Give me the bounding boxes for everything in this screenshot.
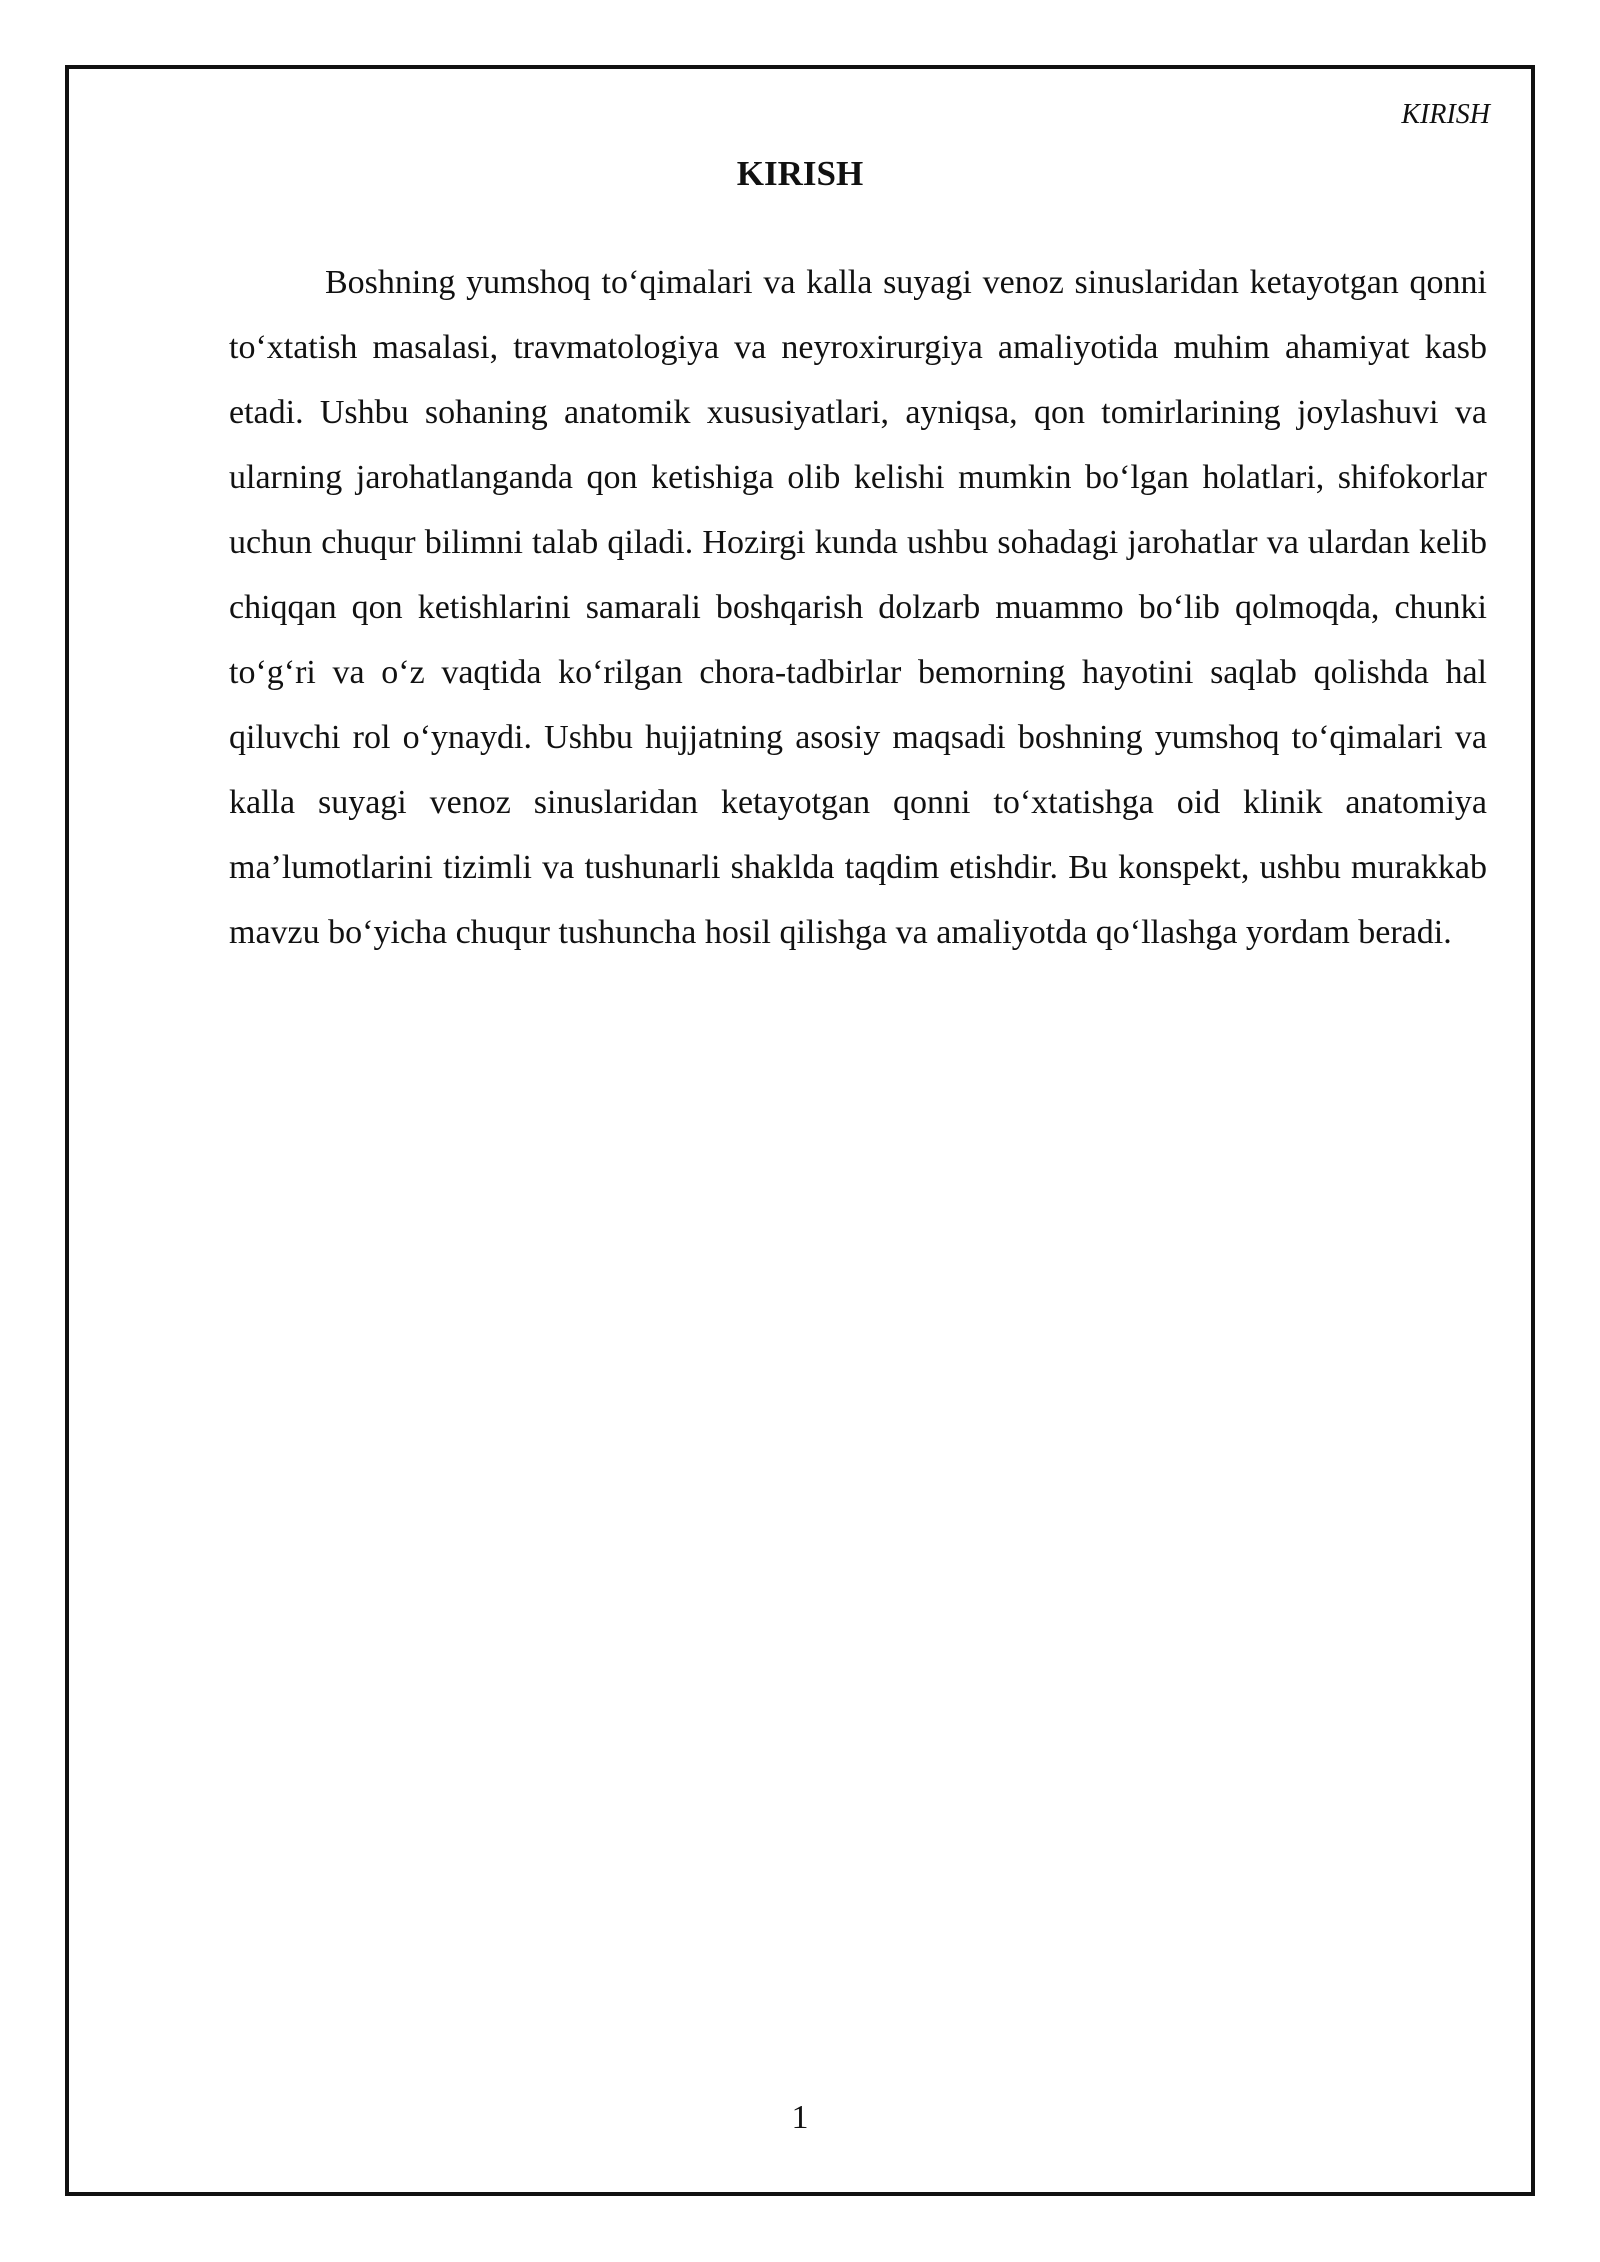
intro-paragraph: Boshning yumshoq to‘qimalari va kalla suyagi venoz sinuslaridan ketayotgan qonni to‘xtatish masalasi, travmatologiya va neyroxirurgiya amaliyotida muhim ahamiyat kasb etadi. Ushbu sohaning anatomik xususiyatlari, ayniqsa, qon tomirlarining joylashuvi va ularning jarohatlanganda qon ketishiga olib kelishi mumkin bo‘lgan holatlari, shifokorlar uchun chuqur bilimni talab qiladi. Hozirgi kunda ushbu sohadagi jarohatlar va ulardan kelib chiqqan qon ketishlarini samarali boshqarish dolzarb muammo bo‘lib qolmoqda, chunki to‘g‘ri va o‘z vaqtida ko‘rilgan chora-tadbirlar bemorning hayotini saqlab qolishda hal qiluvchi rol o‘ynaydi. Ushbu hujjatning asosiy maqsadi boshning yumshoq to‘qimalari va kalla suyagi venoz sinuslaridan ketayotgan qonni to‘xtatishga oid klinik anatomiya ma’lumotlarini tizimli va tushunarli shaklda taqdim etishdir. Bu konspekt, ushbu murakkab mavzu bo‘yicha chuqur tushuncha hosil qilishga va amaliyotda qo‘llashga yordam beradi. <box>229 264 1487 951</box>
running-header: KIRISH <box>1401 99 1490 130</box>
page-title: KIRISH <box>736 154 864 193</box>
page-number: 1 <box>791 2099 809 2136</box>
